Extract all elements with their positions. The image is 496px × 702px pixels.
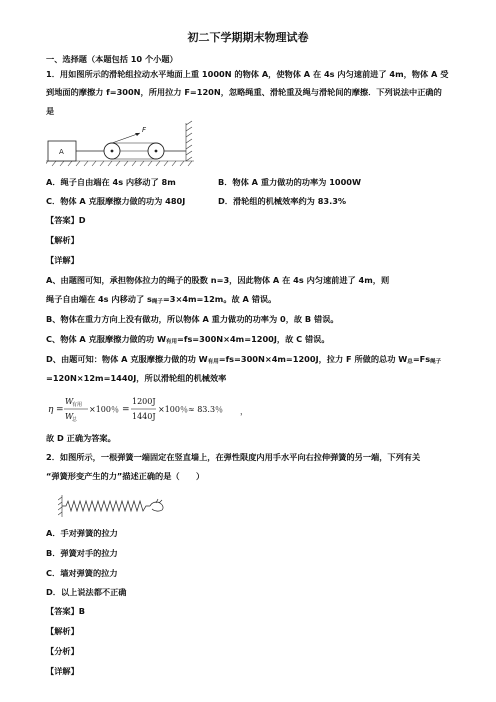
q2-stem-line-1: 2．如图所示，一根弹簧一端固定在竖直墙上，在弹性限度内用手水平向右拉伸弹簧的另一端，下列有关	[46, 452, 421, 462]
block-a-label: A	[59, 148, 64, 156]
hand-icon	[150, 499, 163, 511]
formula-times-1: ×100％	[89, 405, 119, 414]
spring-coil	[62, 501, 150, 511]
wall	[186, 121, 192, 161]
formula-result: ×100％≈ 83.3％	[158, 405, 224, 414]
q2-fenxi-heading: 【分析】	[46, 646, 79, 656]
q1-explain-a-2: 绳子自由端在 4s 内移动了 s绳子=3×4m=12m。故 A 错误。	[46, 294, 277, 305]
force-label: F	[142, 126, 147, 134]
q1-detail-heading: 【详解】	[46, 255, 79, 265]
formula-equals-2: =	[122, 405, 130, 415]
q1-explain-a-1: A、由题图可知，承担物体拉力的绳子的股数 n=3，因此物体 A 在 4s 内匀速前进了 4m，则	[46, 275, 390, 285]
q1-conclusion: 故 D 正确为答案。	[46, 433, 116, 443]
q2-option-b: B．弹簧对手的拉力	[46, 548, 118, 558]
section-heading: 一、选择题（本题包括 10 个小题）	[46, 54, 178, 64]
fixed-pulley-axle	[155, 150, 158, 153]
q2-option-c: C．墙对弹簧的拉力	[46, 568, 118, 578]
q1-stem-line-2: 到地面的摩擦力 f=300N，所用拉力 F=120N，忽略绳重、滑轮重及绳与滑轮间的摩擦．下列说法中正确的	[46, 87, 442, 97]
spring-wall	[58, 495, 62, 517]
q2-answer: 【答案】B	[46, 606, 85, 616]
pulley-figure	[46, 119, 206, 167]
formula-equals-1: =	[56, 405, 64, 415]
q1-option-c: C．物体 A 克服摩擦力做的功为 480J	[46, 196, 186, 206]
q2-option-a: A．手对弹簧的拉力	[46, 528, 118, 538]
q2-detail-heading: 【详解】	[46, 666, 79, 676]
spring-figure	[58, 493, 168, 519]
q1-explain-d-1: D、由题可知：物体 A 克服摩擦力做的功 W有用=fs=300N×4m=1200J，拉力 F 所做的总功 W总=Fs绳子	[46, 354, 442, 365]
q1-option-d: D．滑轮组的机械效率约为 83.3%	[218, 196, 347, 206]
q1-analysis-heading: 【解析】	[46, 235, 79, 245]
formula-num-w: W	[65, 397, 74, 406]
movable-pulley-axle	[111, 150, 114, 153]
formula-num-sub: 有用	[72, 402, 83, 408]
q1-option-a: A．绳子自由端在 4s 内移动了 8m	[46, 177, 176, 187]
q1-explain-b: B、物体在重力方向上没有做功，所以物体 A 重力做功的功率为 0，故 B 错误。	[46, 314, 339, 324]
q1-explain-d-2: =120N×12m=1440J，所以滑轮组的机械效率	[46, 373, 227, 383]
formula-tail: ，	[240, 407, 248, 416]
formula-eta: η	[48, 405, 54, 415]
q2-analysis-heading: 【解析】	[46, 626, 79, 636]
formula-den-w: W	[65, 412, 74, 421]
formula-den-value: 1440J	[132, 412, 156, 421]
q1-explain-c: C、物体 A 克服摩擦力做的功 W有用=fs=300N×4m=1200J，故 C 错误。	[46, 334, 330, 345]
q1-stem-line-3: 是	[46, 106, 55, 116]
q1-answer: 【答案】D	[46, 215, 86, 225]
q1-stem-line-1: 1．用如图所示的滑轮组拉动水平地面上重 1000N 的物体 A，使物体 A 在 4s 内匀速前进了 4m，物体 A 受	[46, 69, 449, 79]
q2-stem-line-2: “弹簧形变产生的力”描述正确的是（ ）	[46, 471, 205, 481]
q2-option-d: D．以上说法都不正确	[46, 587, 127, 597]
formula-num-value: 1200J	[132, 397, 156, 406]
efficiency-formula	[46, 392, 266, 428]
ground-hatch	[46, 161, 194, 166]
formula-den-sub: 总	[72, 417, 78, 423]
page-title: 初二下学期期末物理试卷	[187, 31, 309, 44]
q1-option-b: B．物体 A 重力做功的功率为 1000W	[218, 177, 362, 187]
